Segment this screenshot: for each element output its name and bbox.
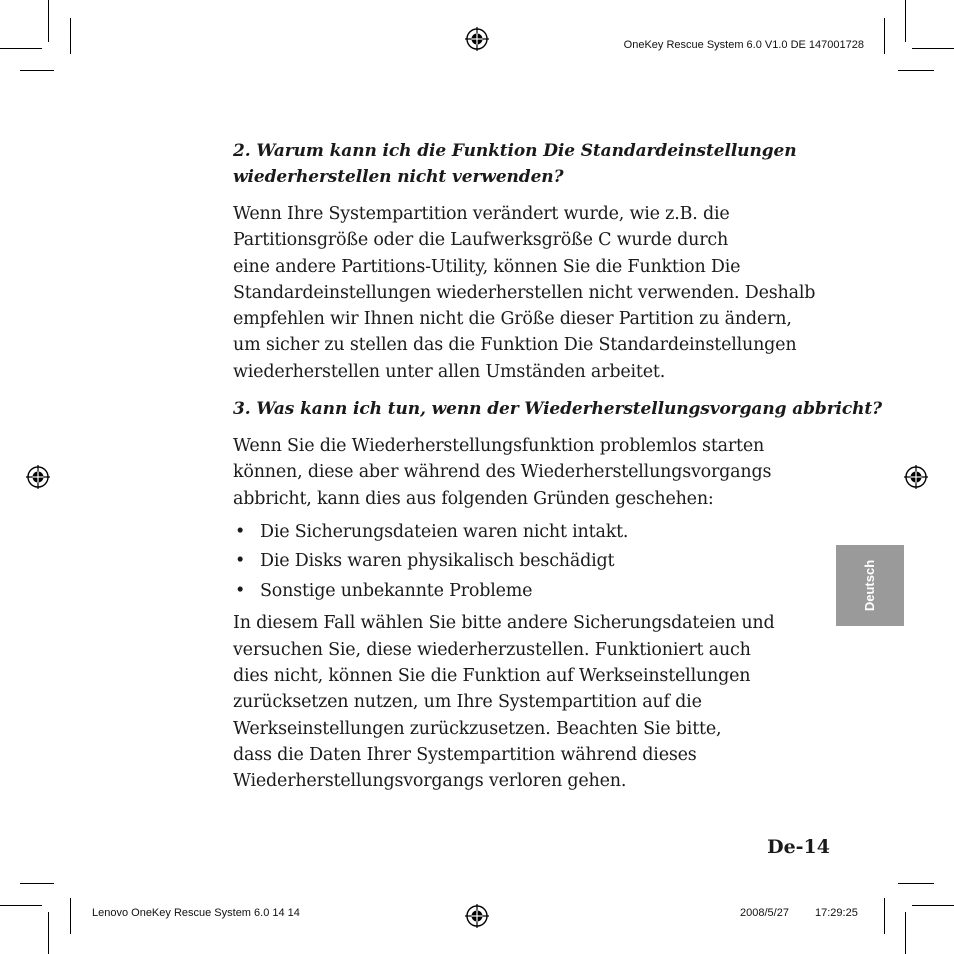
list-item-text: Die Sicherungsdateien waren nicht intakt.	[260, 521, 629, 542]
crop-mark	[0, 905, 42, 906]
registration-mark-icon	[904, 465, 928, 489]
paragraph-line: zurücksetzen nutzen, um Ihre Systempartition auf die	[233, 692, 702, 713]
language-tab	[836, 545, 904, 626]
crop-mark	[70, 898, 71, 934]
paragraph-line: Partitionsgröße oder die Laufwerksgröße C wurde durch	[233, 230, 729, 251]
crop-mark	[898, 70, 934, 71]
paragraph-line: Standardeinstellungen wiederherstellen nicht verwenden. Deshalb	[233, 282, 816, 303]
causes-list	[233, 518, 833, 607]
crop-mark	[70, 18, 71, 54]
language-tab-label: Deutsch	[862, 559, 878, 612]
crop-mark	[20, 70, 54, 71]
paragraph-line: empfehlen wir Ihnen nicht die Größe dieser Partition zu ändern,	[233, 309, 792, 330]
crop-mark	[0, 48, 42, 49]
paragraph-line: Wenn Sie die Wiederherstellungsfunktion problemlos starten	[233, 436, 765, 457]
question-3-heading	[233, 396, 883, 422]
page-number: De-14	[767, 836, 830, 858]
heading-line: 3. Was kann ich tun, wenn der Wiederherstellungsvorgang abbricht?	[233, 399, 883, 420]
footer-time: 17:29:25	[815, 907, 858, 919]
paragraph-line: Werkseinstellungen zurückzusetzen. Beachten Sie bitte,	[233, 718, 722, 739]
paragraph-line: dass die Daten Ihrer Systempartition während dieses	[233, 744, 697, 765]
paragraph-line: dies nicht, können Sie die Funktion auf Werkseinstellungen	[233, 666, 751, 687]
answer-2-paragraph	[233, 201, 833, 385]
paragraph-line: Wiederherstellungsvorgangs verloren gehen.	[233, 771, 627, 792]
answer-3-closing	[233, 610, 833, 794]
list-item-text: Die Disks waren physikalisch beschädigt	[260, 551, 615, 572]
heading-line: 2. Warum kann ich die Funktion Die Standardeinstellungen	[233, 141, 797, 161]
paragraph-line: um sicher zu stellen das die Funktion Die Standardeinstellungen	[233, 335, 797, 356]
registration-mark-icon	[465, 27, 489, 51]
header-slug: OneKey Rescue System 6.0 V1.0 DE 147001728	[623, 39, 864, 51]
crop-mark	[48, 912, 49, 954]
crop-mark	[898, 883, 934, 884]
paragraph-line: Wenn Ihre Systempartition verändert wurde, wie z.B. die	[233, 204, 730, 224]
list-item-text: Sonstige unbekannte Probleme	[260, 580, 533, 601]
paragraph-line: wiederherstellen unter allen Umständen arbeitet.	[233, 361, 666, 382]
registration-mark-icon	[465, 904, 489, 928]
crop-mark	[884, 18, 885, 54]
crop-mark	[905, 0, 906, 42]
crop-mark	[905, 912, 906, 954]
list-item	[233, 518, 833, 548]
bullet-icon: •	[235, 521, 246, 542]
paragraph-line: In diesem Fall wählen Sie bitte andere Sicherungsdateien und	[233, 613, 775, 634]
question-2-heading	[233, 138, 833, 190]
crop-mark	[884, 898, 885, 934]
bullet-icon: •	[235, 580, 246, 601]
list-item	[233, 577, 833, 607]
crop-mark	[20, 883, 54, 884]
footer-date: 2008/5/27	[740, 907, 789, 919]
paragraph-line: können, diese aber während des Wiederherstellungsvorgangs	[233, 462, 772, 483]
footer-file-info: Lenovo OneKey Rescue System 6.0 14 14	[92, 907, 300, 919]
list-item	[233, 547, 833, 577]
crop-mark	[912, 48, 954, 49]
paragraph-line: eine andere Partitions-Utility, können Sie die Funktion Die	[233, 256, 741, 277]
heading-line: wiederherstellen nicht verwenden?	[233, 167, 564, 187]
registration-mark-icon	[26, 465, 50, 489]
crop-mark	[912, 905, 954, 906]
paragraph-line: abbricht, kann dies aus folgenden Gründen geschehen:	[233, 488, 714, 509]
paragraph-line: versuchen Sie, diese wiederherzustellen. Funktioniert auch	[233, 639, 751, 660]
crop-mark	[48, 0, 49, 42]
bullet-icon: •	[235, 551, 246, 572]
answer-3-intro	[233, 433, 833, 512]
